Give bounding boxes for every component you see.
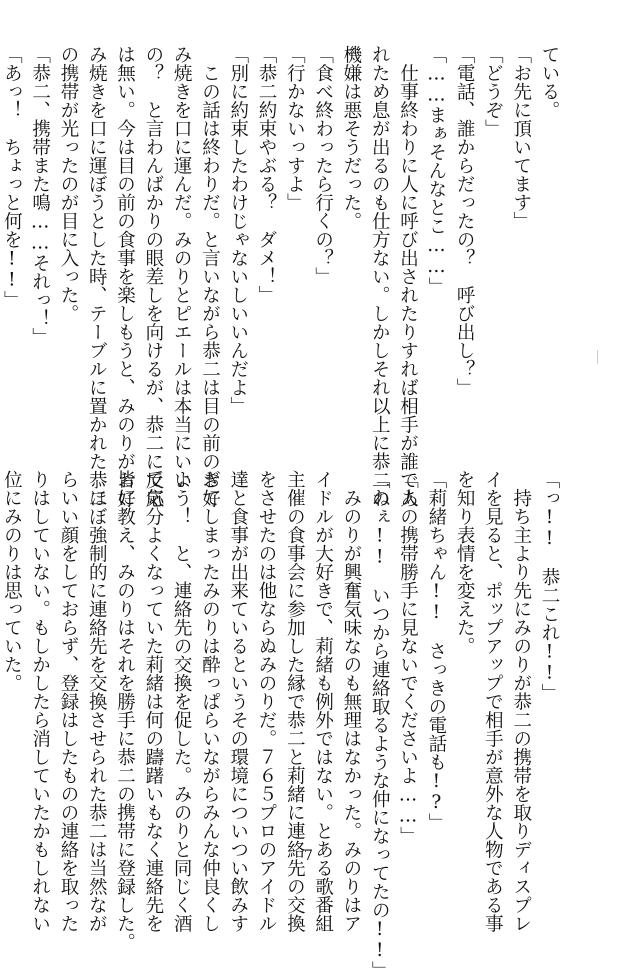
text-line: 「莉緒ちゃん!! さっきの電話も!?」 — [425, 470, 447, 832]
text-line: 「っ!! 恭二これ!!」 — [539, 470, 560, 702]
text-line: で気分よくなっていた莉緒は何の躊躇いもなく連絡先を — [142, 470, 164, 933]
text-line: 「恭二、携帯また鳴……それっ！」 — [29, 45, 51, 346]
text-line: ぎてしまったみのりは酔っぱらいながらみんな仲良くし — [199, 470, 221, 933]
text-line: をさせたのは他ならぬみのりだ。７６５プロのアイドル — [256, 470, 278, 933]
text-line: 位にみのりは思っていた。 — [1, 470, 23, 692]
text-line: 「電話、誰からだったの？ 呼び出し？」 — [454, 45, 476, 397]
text-line: ほぼ強制的に連絡先を交換させられた恭二は当然なが — [86, 470, 108, 933]
text-line: イを見ると、ポップアップで相手が意外な人物である事 — [482, 470, 504, 933]
text-line: みのりが興奮気味なのも無理はなかった。みのりはア — [340, 470, 362, 933]
text-line: 「……まぁそんなとこ……」 — [425, 45, 447, 296]
text-line: らいい顔をしておらず、登録はしたものの連絡を取った — [57, 470, 79, 933]
margin-mark — [597, 350, 598, 364]
text-line: 「人の携帯勝手に見ないでくださいよ……」 — [397, 470, 419, 845]
text-line: み焼きを口に運んだ。みのりとピエールは本当にいい — [171, 45, 193, 489]
text-line: 機嫌は悪そうだった。 — [340, 45, 362, 230]
text-block-top — [1, 45, 563, 508]
text-line: 仕事終わりに人に呼び出されたりすれば相手が誰であ — [397, 45, 419, 508]
text-line: 主催の食事会に参加した縁で恭二と莉緒に連絡先の交換 — [284, 470, 306, 933]
text-line: 「行かないっすよ」 — [284, 45, 306, 212]
page-number: 7 — [304, 848, 313, 864]
text-line: 「お先に頂いてます」 — [510, 45, 532, 230]
text-line: 「恭二約束やぶる？ ダメ！」 — [256, 45, 278, 304]
text-line: イドルが大好きで、莉緒も例外ではない。とある歌番組 — [312, 470, 334, 933]
text-line: 持ち主より先にみのりが恭二の携帯を取りディスプレ — [510, 470, 532, 933]
text-line: の？ と言わんばかりの眼差しを向けるが、恭二に反応 — [142, 45, 164, 508]
text-line: この話は終わりだ。と言いながら恭二は目の前のお好 — [199, 45, 221, 508]
text-line: りはしていない。もしかしたら消していたかもしれない — [29, 470, 51, 933]
text-line: を知り表情を変えた。 — [454, 470, 476, 655]
text-line: は無い。今は目の前の食事を楽しもうと、みのりがお好 — [114, 45, 136, 508]
text-line: ている。 — [539, 45, 560, 119]
text-line: れため息が出るのも仕方ない。しかしそれ以上に恭二の — [369, 45, 391, 508]
text-line: 皆に教え、みのりはそれを勝手に恭二の携帯に登録した。 — [114, 470, 136, 951]
text-block-bottom — [1, 470, 563, 980]
text-line: 「ねぇ!! いつから連絡取るような仲になってたの!!」 — [369, 470, 391, 980]
text-line: よう！ と、連絡先の交換を促した。みのりと同じく酒 — [171, 470, 193, 933]
text-line: 「どうぞ」 — [482, 45, 504, 138]
text-line: み焼きを口に運ぼうとした時、テーブルに置かれた恭二 — [86, 45, 108, 508]
text-line: の携帯が光ったのが目に入った。 — [57, 45, 79, 323]
text-line: 「別に約束したわけじゃないしいいんだよ」 — [227, 45, 249, 415]
text-line: 達と食事が出来ているというその環境についつい飲みす — [227, 470, 249, 933]
text-line: 「あっ！ ちょっと何を!!」 — [1, 45, 23, 309]
text-line: 「食べ終わったら行くの？」 — [312, 45, 334, 286]
